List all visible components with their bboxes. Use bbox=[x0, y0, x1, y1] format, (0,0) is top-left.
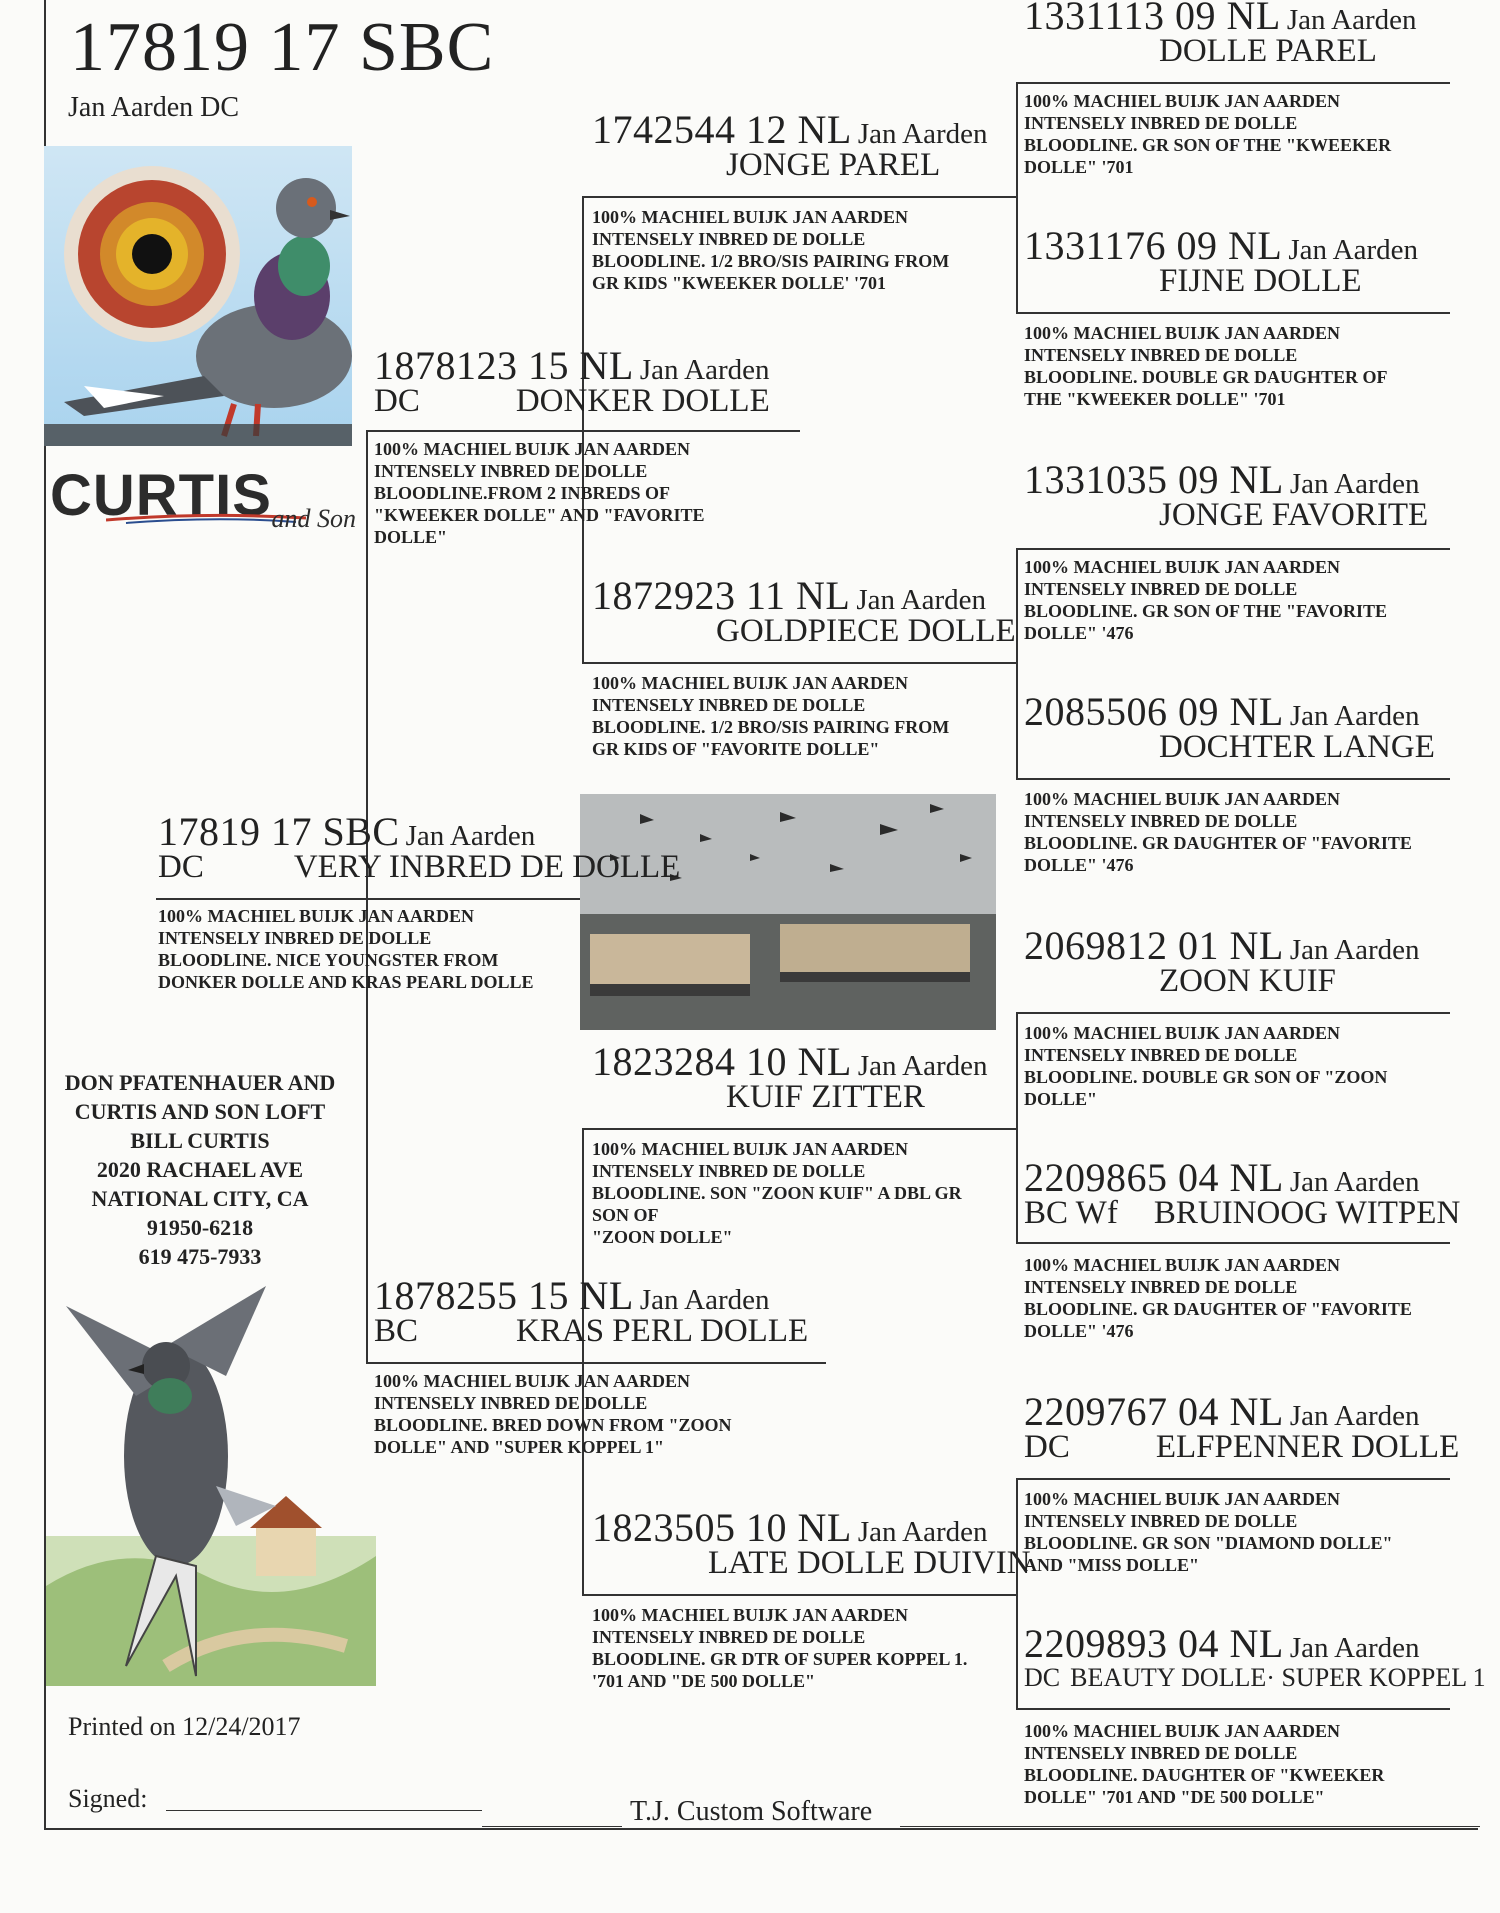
connector bbox=[1016, 548, 1018, 780]
ggp-note: 100% MACHIEL BUIJK JAN AARDEN INTENSELY INBRED DE DOLLE BLOODLINE. GR DAUGHTER OF "FAVORITE DOLLE" '476 bbox=[1024, 789, 1412, 875]
connector bbox=[1016, 1012, 1450, 1014]
owner-line: CURTIS AND SON LOFT bbox=[74, 1099, 326, 1124]
ggp-note: 100% MACHIEL BUIJK JAN AARDEN INTENSELY INBRED DE DOLLE BLOODLINE. DAUGHTER OF "KWEEKER DOLLE" '701 AND "DE 500 DOLLE" bbox=[1024, 1721, 1385, 1807]
pigeon-photo bbox=[44, 146, 352, 446]
gd1-breeder: Jan Aarden bbox=[856, 584, 986, 616]
dam-note: 100% MACHIEL BUIJK JAN AARDEN INTENSELY INBRED DE DOLLE BLOODLINE. BRED DOWN FROM "ZOON DOLLE" AND "SUPER KOPPEL 1" bbox=[374, 1371, 732, 1457]
ggp-note: 100% MACHIEL BUIJK JAN AARDEN INTENSELY INBRED DE DOLLE BLOODLINE. GR DAUGHTER OF "FAVORITE DOLLE" '476 bbox=[1024, 1255, 1412, 1341]
ggp-6 bbox=[1024, 1154, 1460, 1232]
grandsire-2 bbox=[592, 1038, 987, 1116]
ggp-note: 100% MACHIEL BUIJK JAN AARDEN INTENSELY INBRED DE DOLLE BLOODLINE. GR SON "DIAMOND DOLLE" AND "MISS DOLLE" bbox=[1024, 1489, 1393, 1575]
ggp-name: DOLLE PAREL bbox=[1159, 33, 1377, 69]
owner-line: BILL CURTIS bbox=[130, 1128, 270, 1153]
gs2-note: 100% MACHIEL BUIJK JAN AARDEN INTENSELY INBRED DE DOLLE BLOODLINE. SON "ZOON KUIF" A DBL GR SON OF "ZOON DOLLE" bbox=[592, 1139, 962, 1247]
connector bbox=[366, 430, 368, 1364]
ggp-ring: 2209865 04 NL bbox=[1024, 1155, 1284, 1200]
owner-address bbox=[40, 1068, 360, 1271]
sire-note: 100% MACHIEL BUIJK JAN AARDEN INTENSELY INBRED DE DOLLE BLOODLINE.FROM 2 INBREDS OF "KWEEKER DOLLE" AND "FAVORITE DOLLE" bbox=[374, 439, 705, 547]
gs2-breeder: Jan Aarden bbox=[857, 1050, 988, 1082]
gd2-note: 100% MACHIEL BUIJK JAN AARDEN INTENSELY INBRED DE DOLLE BLOODLINE. GR DTR OF SUPER KOPPEL 1. '701 AND "DE 500 DOLLE" bbox=[592, 1605, 968, 1691]
ggp-3 bbox=[1024, 456, 1428, 534]
software-credit: T.J. Custom Software bbox=[630, 1796, 873, 1827]
title-breeder: Jan Aarden DC bbox=[68, 92, 240, 123]
owner-line: 2020 RACHAEL AVE bbox=[96, 1157, 304, 1182]
ggp-note: 100% MACHIEL BUIJK JAN AARDEN INTENSELY INBRED DE DOLLE BLOODLINE. DOUBLE GR DAUGHTER OF THE "KWEEKER DOLLE" '701 bbox=[1024, 323, 1388, 409]
signature-line-extension bbox=[482, 1826, 622, 1827]
ggp-name: ELFPENNER DOLLE bbox=[1155, 1429, 1460, 1465]
connector bbox=[366, 1362, 826, 1364]
ggp-note: 100% MACHIEL BUIJK JAN AARDEN INTENSELY INBRED DE DOLLE BLOODLINE. GR SON OF THE "FAVORITE DOLLE" '476 bbox=[1024, 557, 1388, 643]
sire-color: DC bbox=[374, 383, 420, 419]
dam-bird bbox=[374, 1272, 808, 1350]
ggp-ring: 2209893 04 NL bbox=[1024, 1621, 1284, 1666]
ggp-breeder: Jan Aarden bbox=[1289, 1166, 1420, 1198]
ggp-color: DC bbox=[1024, 1429, 1070, 1465]
gd1-note: 100% MACHIEL BUIJK JAN AARDEN INTENSELY INBRED DE DOLLE BLOODLINE. 1/2 BRO/SIS PAIRING FROM GR KIDS OF "FAVORITE DOLLE" bbox=[592, 673, 950, 759]
dam-breeder: Jan Aarden bbox=[639, 1284, 770, 1316]
connector bbox=[582, 196, 584, 664]
gd2-ring: 1823505 10 NL bbox=[592, 1505, 852, 1550]
subject-bird bbox=[158, 808, 680, 886]
gs2-name: KUIF ZITTER bbox=[726, 1079, 925, 1115]
connector bbox=[1016, 548, 1450, 550]
connector bbox=[156, 898, 580, 900]
connector bbox=[1016, 778, 1450, 780]
ggp-breeder: Jan Aarden bbox=[1286, 4, 1417, 36]
connector bbox=[582, 1594, 1016, 1596]
connector bbox=[1016, 1242, 1450, 1244]
connector bbox=[1016, 82, 1018, 314]
ggp-name: ZOON KUIF bbox=[1159, 963, 1336, 999]
gs1-name: JONGE PAREL bbox=[726, 147, 941, 183]
sire-name: DONKER DOLLE bbox=[515, 383, 770, 419]
connector bbox=[582, 1128, 1016, 1130]
ggp-ring: 2069812 01 NL bbox=[1024, 923, 1284, 968]
connector bbox=[582, 196, 1016, 198]
owner-line: 91950-6218 bbox=[146, 1215, 254, 1240]
ggp-note: 100% MACHIEL BUIJK JAN AARDEN INTENSELY INBRED DE DOLLE BLOODLINE. DOUBLE GR SON OF "ZOON DOLLE" bbox=[1024, 1023, 1388, 1109]
ggp-name: BEAUTY DOLLE· SUPER KOPPEL 1 bbox=[1070, 1663, 1486, 1692]
footer-line bbox=[900, 1826, 1480, 1827]
ggp-breeder: Jan Aarden bbox=[1288, 234, 1418, 266]
subject-ring: 17819 17 SBC bbox=[158, 809, 400, 854]
ggp-ring: 1331176 09 NL bbox=[1024, 223, 1283, 268]
ggp-breeder: Jan Aarden bbox=[1289, 1400, 1420, 1432]
connector bbox=[582, 1128, 584, 1596]
logo-sub: and Son bbox=[271, 504, 356, 533]
ggp-name: DOCHTER LANGE bbox=[1159, 729, 1435, 765]
granddam-1 bbox=[592, 572, 1016, 650]
gd1-ring: 1872923 11 NL bbox=[592, 573, 851, 618]
ggp-ring: 2085506 09 NL bbox=[1024, 689, 1284, 734]
ggp-ring: 1331035 09 NL bbox=[1024, 457, 1284, 502]
subject-breeder: Jan Aarden bbox=[405, 820, 536, 852]
dam-ring: 1878255 15 NL bbox=[374, 1273, 634, 1318]
sire-bird bbox=[374, 342, 770, 420]
ggp-note: 100% MACHIEL BUIJK JAN AARDEN INTENSELY INBRED DE DOLLE BLOODLINE. GR SON OF THE "KWEEKER DOLLE" '701 bbox=[1024, 91, 1392, 177]
ggp-color: DC bbox=[1024, 1663, 1061, 1692]
ggp-5 bbox=[1024, 922, 1419, 1000]
connector bbox=[1016, 1478, 1450, 1480]
granddam-2 bbox=[592, 1504, 1031, 1582]
gs1-ring: 1742544 12 NL bbox=[592, 107, 852, 152]
owner-line: NATIONAL CITY, CA bbox=[91, 1186, 309, 1211]
gs1-note: 100% MACHIEL BUIJK JAN AARDEN INTENSELY INBRED DE DOLLE BLOODLINE. 1/2 BRO/SIS PAIRING FROM GR KIDS "KWEEKER DOLLE' '701 bbox=[592, 207, 950, 293]
subject-note: 100% MACHIEL BUIJK JAN AARDEN INTENSELY INBRED DE DOLLE BLOODLINE. NICE YOUNGSTER FROM DONKER DOLLE AND KRAS PEARL DOLLE bbox=[158, 906, 534, 992]
connector bbox=[1016, 1012, 1018, 1244]
gd2-breeder: Jan Aarden bbox=[857, 1516, 988, 1548]
dam-name: KRAS PERL DOLLE bbox=[516, 1313, 809, 1349]
ggp-name: BRUINOOG WITPEN bbox=[1153, 1195, 1461, 1231]
ggp-breeder: Jan Aarden bbox=[1289, 1632, 1420, 1664]
gs1-breeder: Jan Aarden bbox=[857, 118, 988, 150]
ggp-breeder: Jan Aarden bbox=[1289, 468, 1420, 500]
pedigree-title: 17819 17 SBC bbox=[70, 9, 495, 86]
ggp-color: BC Wf bbox=[1024, 1195, 1118, 1231]
ggp-1 bbox=[1024, 0, 1417, 70]
ggp-ring: 1331113 09 NL bbox=[1024, 0, 1281, 38]
sire-ring: 1878123 15 NL bbox=[374, 343, 634, 388]
connector bbox=[1016, 1708, 1450, 1710]
ggp-name: JONGE FAVORITE bbox=[1159, 497, 1429, 533]
ggp-7 bbox=[1024, 1388, 1459, 1466]
ggp-name: FIJNE DOLLE bbox=[1159, 263, 1362, 299]
ggp-8 bbox=[1024, 1620, 1486, 1693]
ggp-breeder: Jan Aarden bbox=[1289, 700, 1420, 732]
gd2-name: LATE DOLLE DUIVIN bbox=[708, 1545, 1031, 1581]
connector bbox=[1016, 82, 1450, 84]
logo-main: CURTIS bbox=[50, 463, 272, 528]
owner-line: 619 475-7933 bbox=[138, 1244, 262, 1269]
connector bbox=[1016, 312, 1450, 314]
gs2-ring: 1823284 10 NL bbox=[592, 1039, 852, 1084]
grandsire-1 bbox=[592, 106, 987, 184]
gd1-name: GOLDPIECE DOLLE bbox=[716, 613, 1016, 649]
signed-label: Signed: bbox=[68, 1784, 148, 1813]
curtis-logo bbox=[46, 462, 356, 534]
ggp-2 bbox=[1024, 222, 1418, 300]
ggp-4 bbox=[1024, 688, 1435, 766]
ggp-breeder: Jan Aarden bbox=[1289, 934, 1420, 966]
printed-date: Printed on 12/24/2017 bbox=[68, 1712, 301, 1741]
subject-name: VERY INBRED DE DOLLE bbox=[293, 849, 681, 885]
ggp-ring: 2209767 04 NL bbox=[1024, 1389, 1284, 1434]
sire-breeder: Jan Aarden bbox=[639, 354, 770, 386]
dam-color: BC bbox=[374, 1313, 419, 1349]
subject-color: DC bbox=[158, 849, 204, 885]
owner-line: DON PFATENHAUER AND bbox=[64, 1070, 336, 1095]
connector bbox=[582, 662, 1016, 664]
pigeon-illustration bbox=[46, 1286, 376, 1686]
signature-line bbox=[166, 1810, 482, 1811]
